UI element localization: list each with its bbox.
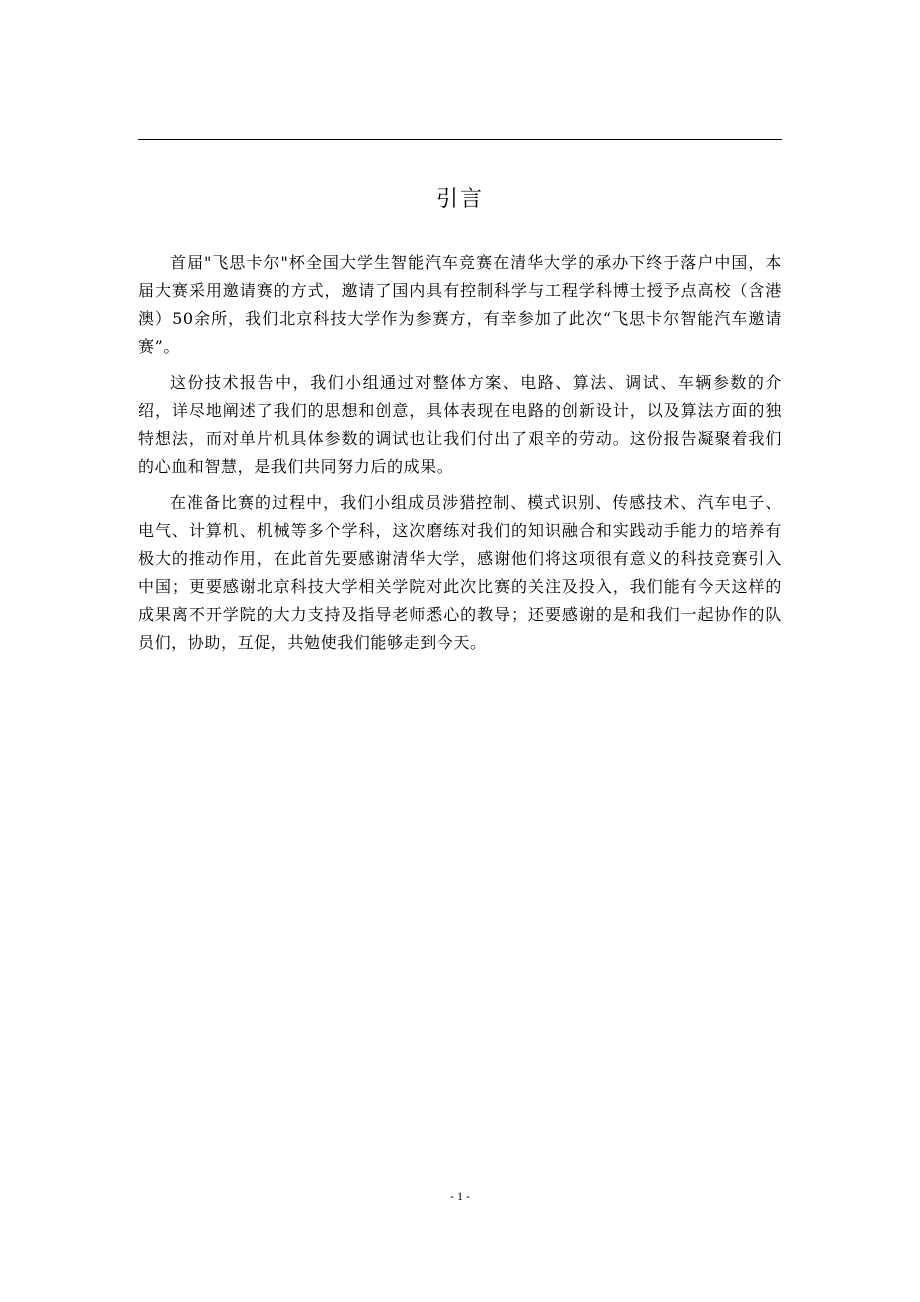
page-number: - 1 - xyxy=(450,1189,470,1203)
body-text xyxy=(138,249,782,665)
paragraph-2: 这份技术报告中，我们小组通过对整体方案、电路、算法、调试、车辆参数的介绍，详尽地阐述了我们的思想和创意，具体表现在电路的创新设计，以及算法方面的独特想法，而对单片机具体参数的调试也让我们付出了艰辛的劳动。这份报告凝聚着我们的心血和智慧，是我们共同努力后的成果。 xyxy=(138,373,782,476)
paragraph-3: 在准备比赛的过程中，我们小组成员涉猎控制、模式识别、传感技术、汽车电子、电气、计算机、机械等多个学科，这次磨练对我们的知识融合和实践动手能力的培养有极大的推动作用，在此首先要感谢清华大学，感谢他们将这项很有意义的科技竞赛引入中国；更要感谢北京科技大学相关学院对此次比赛的关注及投入，我们能有今天这样的成果离不开学院的大力支持及指导老师悉心的教导；还要感谢的是和我们一起协作的队员们，协助，互促，共勉使我们能够走到今天。 xyxy=(138,493,782,652)
page-title: 引言 xyxy=(435,187,484,212)
header-rule xyxy=(138,139,782,140)
paragraph-1: 首届"飞思卡尔"杯全国大学生智能汽车竞赛在清华大学的承办下终于落户中国，本届大赛采用邀请赛的方式，邀请了国内具有控制科学与工程学科博士授予点高校（含港澳）50余所，我们北京科技大学作为参赛方，有幸参加了此次“飞思卡尔智能汽车邀请赛”。 xyxy=(138,253,782,356)
